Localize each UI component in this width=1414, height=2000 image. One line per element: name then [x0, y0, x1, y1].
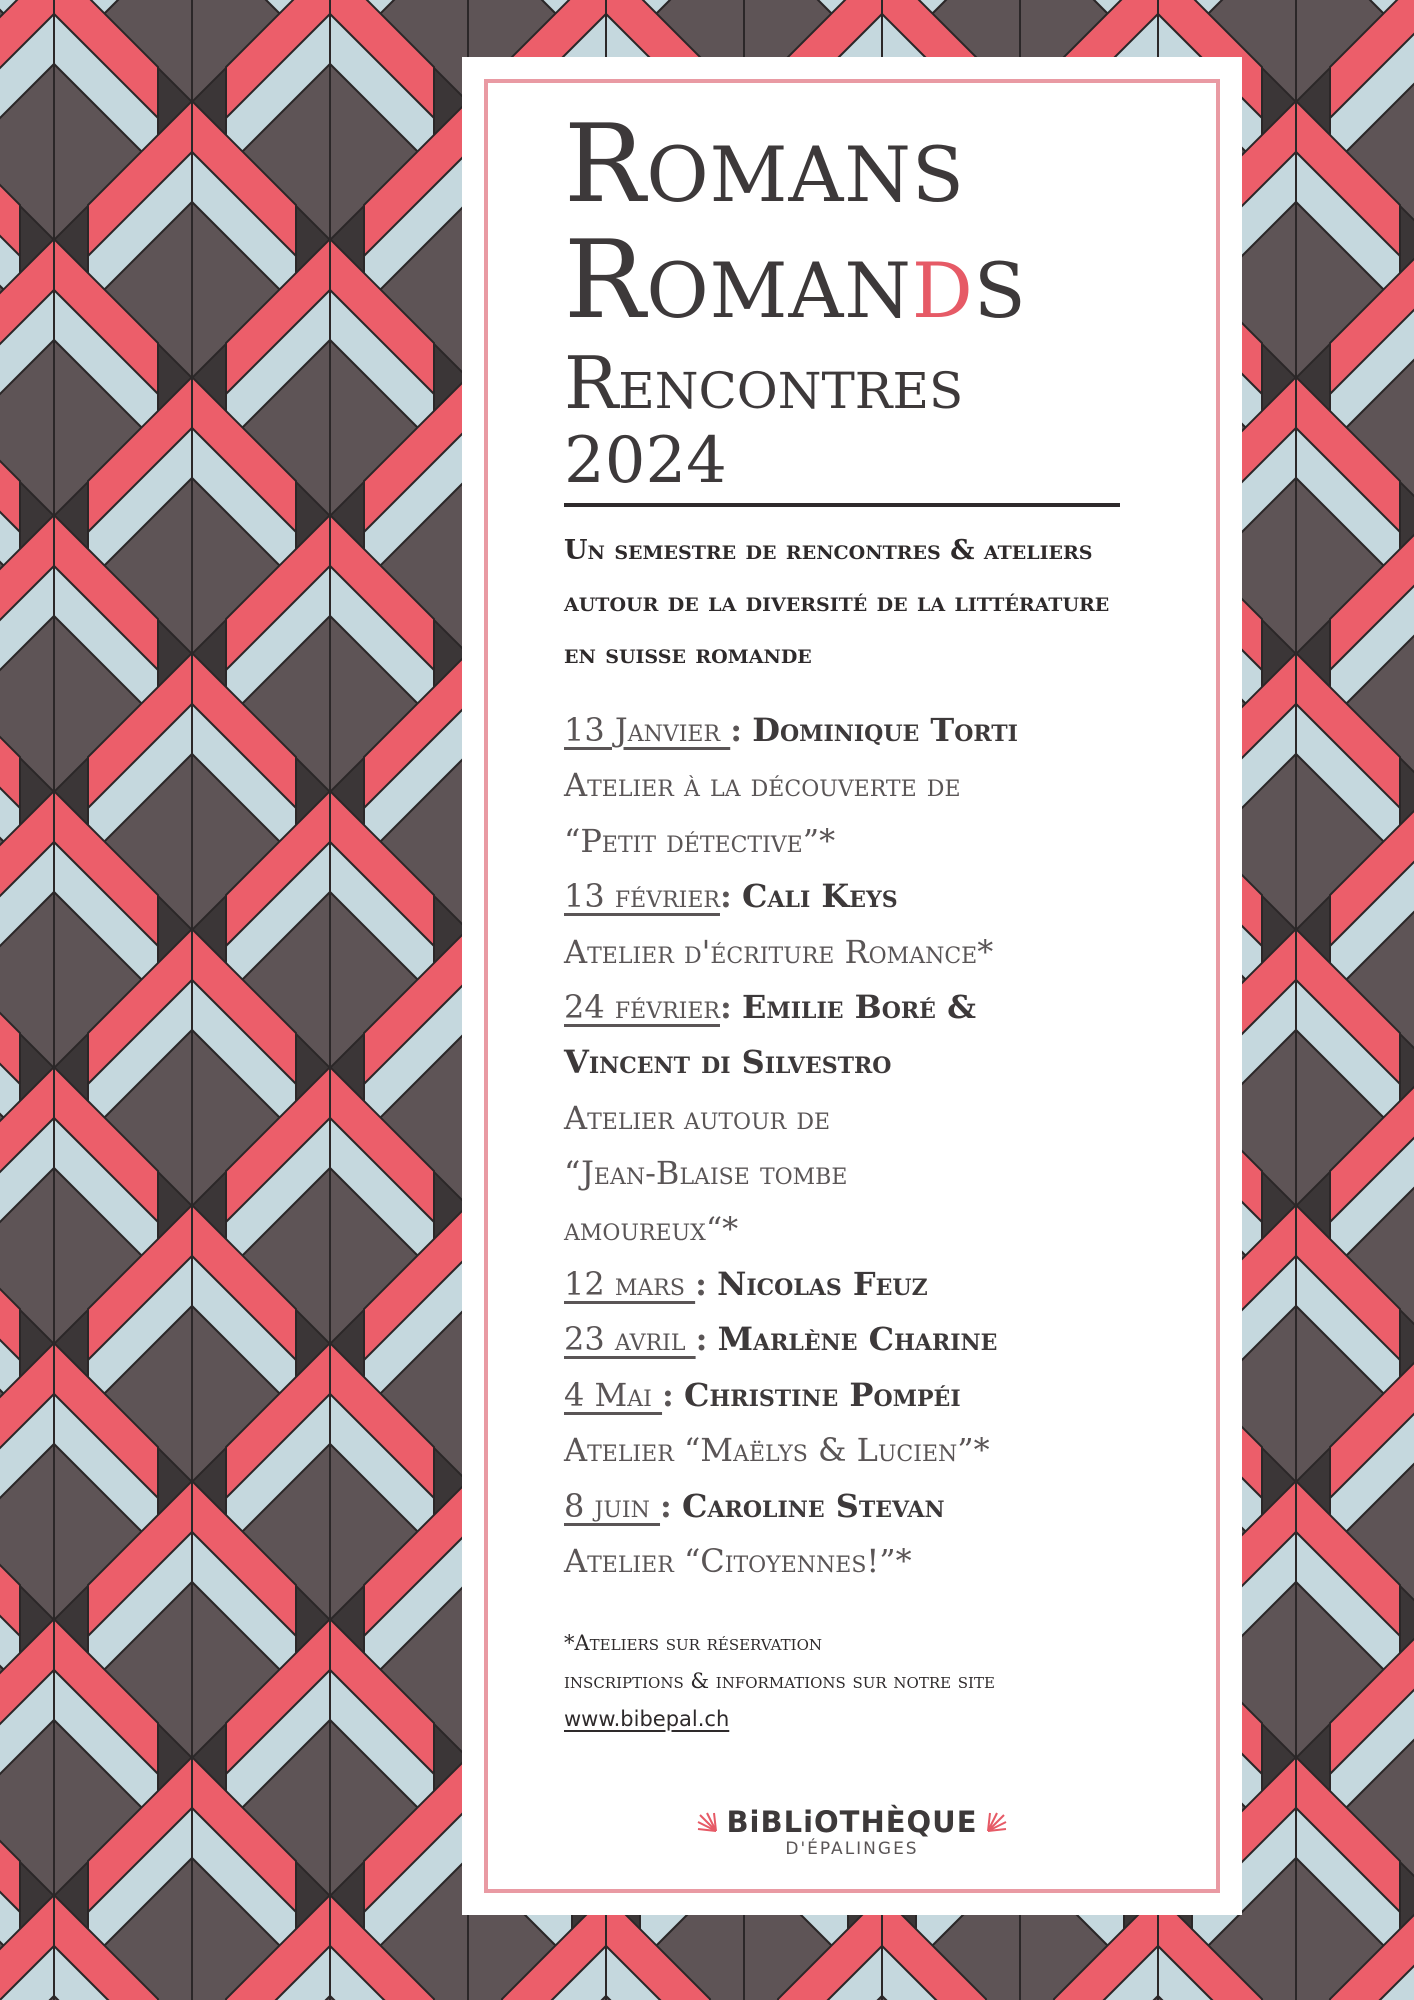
library-logo — [462, 1805, 1242, 1859]
events-list — [564, 703, 1124, 1590]
event-author: Nicolas Feuz — [717, 1265, 928, 1304]
event-separator: : — [719, 877, 732, 916]
fan-icon — [696, 1811, 718, 1833]
event-separator: : — [660, 1486, 672, 1525]
event-date: 24 février — [564, 988, 720, 1027]
poster-card — [462, 57, 1242, 1915]
note-line-1: *Ateliers sur réservation — [564, 1630, 822, 1655]
intro-text: Un semestre de rencontres & ateliers autour de la diversité de la littérature en suisse romande — [564, 535, 1110, 670]
website-link[interactable]: www.bibepal.ch — [564, 1706, 730, 1731]
event-description: amoureux“* — [564, 1209, 739, 1248]
event-author: Cali Keys — [741, 877, 898, 916]
event-separator: : — [695, 1265, 707, 1304]
event-author: Christine Pompéi — [684, 1375, 961, 1414]
event-description: Atelier “Citoyennes!”* — [564, 1542, 912, 1581]
event-heading — [564, 1257, 1124, 1312]
event-author: Dominique Torti — [752, 711, 1018, 749]
title-line-2-end: s — [973, 218, 1027, 343]
fan-icon — [986, 1811, 1008, 1833]
logo-subtitle: D'ÉPALINGES — [785, 1839, 919, 1859]
event-description: Atelier autour de — [564, 1098, 831, 1137]
event-heading — [564, 1479, 1124, 1534]
event-description: “Petit détective”* — [564, 821, 836, 860]
title-accent-letter: d — [911, 218, 974, 343]
title-year: 2024 — [564, 424, 727, 498]
note-line-2: inscriptions & informations sur notre site — [564, 1668, 995, 1693]
reservation-note — [564, 1624, 1124, 1738]
event-date: 13 février — [564, 877, 720, 916]
title-line-2 — [564, 218, 1124, 343]
event-author: Marlène Charine — [717, 1320, 998, 1359]
event-author-cont: Vincent di Silvestro — [564, 1043, 892, 1082]
event-date: 23 avril — [564, 1320, 696, 1359]
title-line-1: Romans — [564, 102, 965, 227]
event-date: 8 juin — [564, 1486, 661, 1525]
event-description: Atelier à la découverte de — [564, 766, 961, 805]
event-separator: : — [719, 988, 732, 1027]
event-date: 4 Mai — [564, 1375, 663, 1414]
event-separator: : — [730, 711, 743, 749]
event-description: Atelier “Maëlys & Lucien”* — [564, 1431, 990, 1470]
event-date: 13 Janvier — [564, 711, 731, 749]
event-description: Atelier d'écriture Romance* — [564, 932, 994, 971]
event-heading — [564, 980, 1124, 1035]
event-author: Caroline Stevan — [682, 1486, 945, 1525]
event-author: Emilie Boré & — [741, 988, 976, 1027]
logo-name: BiBLiOTHÈQUE — [726, 1805, 978, 1839]
event-date: 12 mars — [564, 1265, 696, 1304]
event-heading — [564, 869, 1124, 924]
event-heading — [564, 1312, 1124, 1367]
event-description: “Jean-Blaise tombe — [564, 1154, 848, 1193]
title-line-2-start: Roman — [564, 218, 912, 343]
event-heading — [564, 1368, 1124, 1423]
event-separator: : — [662, 1375, 674, 1414]
logo-brand — [696, 1805, 1007, 1839]
title-line-3: Rencontres — [564, 341, 964, 425]
event-separator: : — [695, 1320, 708, 1359]
event-heading — [564, 703, 1124, 758]
title-divider — [564, 503, 1120, 507]
poster-content — [564, 102, 1124, 1738]
